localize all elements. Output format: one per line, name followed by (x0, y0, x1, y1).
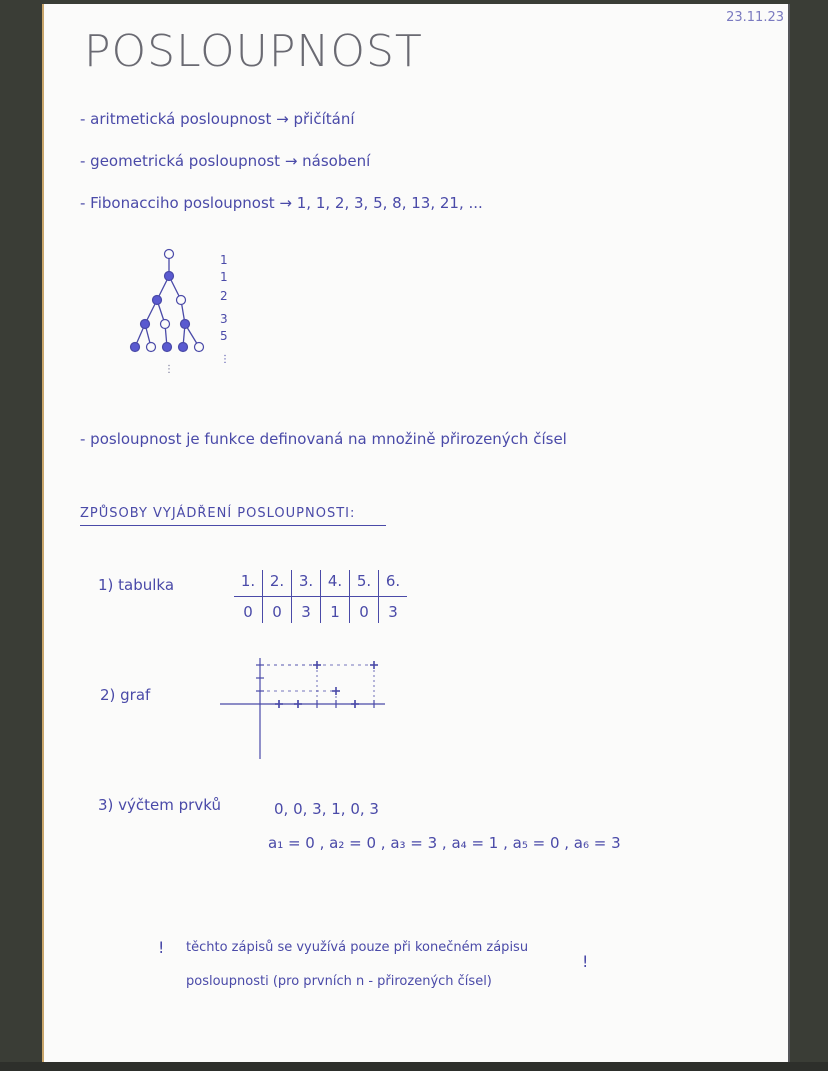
table-cell: 2. (263, 570, 292, 597)
level-count: 5 (220, 329, 228, 343)
sequence-graph (220, 654, 390, 764)
enumeration-terms: a₁ = 0 , a₂ = 0 , a₃ = 3 , a₄ = 1 , a₅ = 0 , a₆ = 3 (268, 834, 621, 852)
table-cell: 3. (292, 570, 321, 597)
note-line-2: posloupnosti (pro prvních n - přirozených čísel) (186, 974, 492, 989)
method-graph-label: 2) graf (100, 686, 151, 704)
table-cell: 1. (234, 570, 263, 597)
table-header-row (234, 570, 407, 597)
definition-text: - posloupnost je funkce definovaná na množině přirozených čísel (80, 430, 567, 448)
table-cell: 4. (321, 570, 350, 597)
table-cell: 0 (263, 597, 292, 624)
sequence-table (234, 570, 407, 623)
level-count: 1 (220, 270, 228, 284)
level-count: 3 (220, 312, 228, 326)
section-heading: ZPŮSOBY VYJÁDŘENÍ POSLOUPNOSTI: (80, 506, 356, 521)
heading-underline (80, 525, 386, 526)
warning-mark-right: ! (582, 952, 589, 971)
warning-mark-left: ! (158, 938, 165, 957)
tree-dots: ⋮ (164, 364, 174, 375)
level-dots: ⋮ (220, 354, 230, 365)
list-item: - Fibonacciho posloupnost → 1, 1, 2, 3, 5, 8, 13, 21, ... (80, 194, 483, 212)
list-item: - aritmetická posloupnost → přičítání (80, 110, 355, 128)
method-enumeration-label: 3) výčtem prvků (98, 796, 221, 814)
table-row (234, 597, 407, 624)
enumeration-sequence: 0, 0, 3, 1, 0, 3 (274, 800, 379, 818)
table-cell: 0 (350, 597, 379, 624)
level-count: 1 (220, 253, 228, 267)
table-cell: 5. (350, 570, 379, 597)
page-date: 23.11.23 (726, 10, 784, 25)
desk-background (0, 1062, 828, 1071)
page-title: POSLOUPNOST (84, 26, 423, 77)
table-cell: 1 (321, 597, 350, 624)
level-count: 2 (220, 289, 228, 303)
notebook-page (42, 4, 790, 1062)
list-item: - geometrická posloupnost → násobení (80, 152, 371, 170)
table-cell: 6. (379, 570, 408, 597)
fibonacci-tree-diagram (124, 244, 214, 384)
table-cell: 0 (243, 603, 253, 621)
note-line-1: těchto zápisů se využívá pouze při konečném zápisu (186, 940, 529, 955)
table-cell: 3 (292, 597, 321, 624)
fibonacci-level-counts (220, 249, 230, 371)
method-table-label: 1) tabulka (98, 576, 175, 594)
table-cell: 3 (379, 597, 408, 624)
